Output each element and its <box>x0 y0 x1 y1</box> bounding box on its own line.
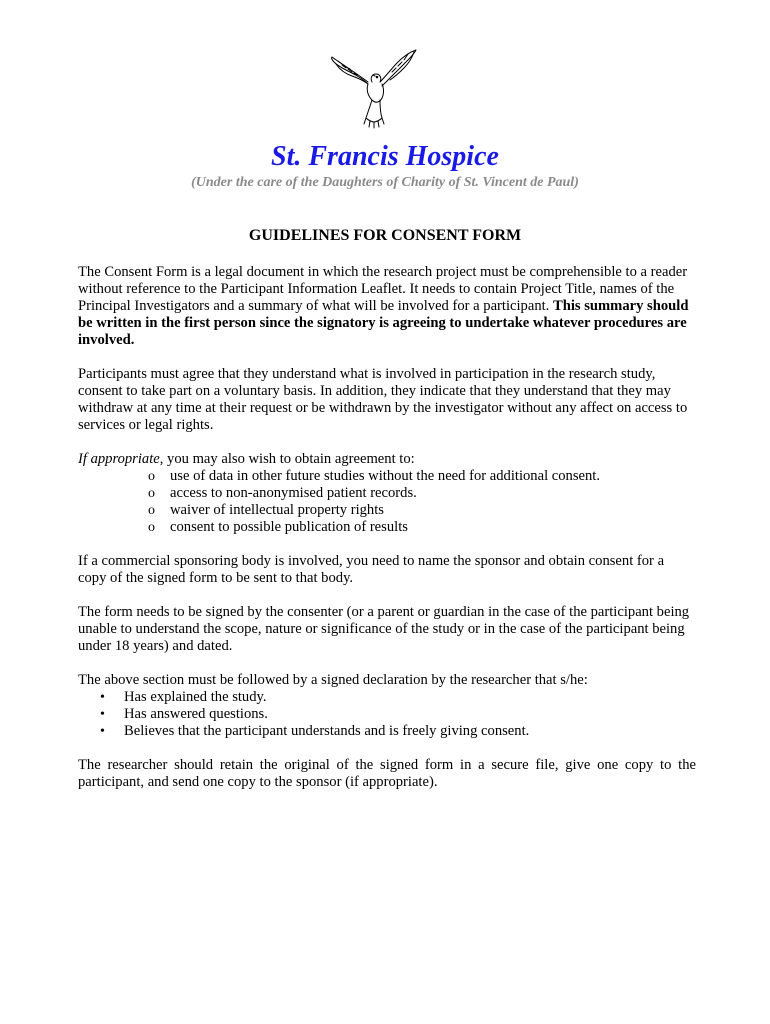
paragraph-sponsor: If a commercial sponsoring body is involved, you need to name the sponsor and obtain consent for a copy of the signed form to be sent to that body. <box>78 553 665 586</box>
dove-icon <box>328 48 420 132</box>
list-item <box>100 706 696 723</box>
list-marker: o <box>148 520 155 535</box>
list-item <box>148 485 696 502</box>
bullet-marker: • <box>100 724 105 739</box>
document-title: GUIDELINES FOR CONSENT FORM <box>248 227 522 244</box>
list-item-text: Believes that the participant understands and is freely giving consent. <box>124 723 530 739</box>
list-item-text: Has explained the study. <box>124 689 267 705</box>
list-item <box>148 519 696 536</box>
list-marker: o <box>148 486 155 501</box>
org-subtitle: (Under the care of the Daughters of Charity of St. Vincent de Paul) <box>191 175 579 190</box>
list-item <box>100 689 696 706</box>
bullet-marker: • <box>100 707 105 722</box>
list-item <box>148 502 696 519</box>
list-marker: o <box>148 469 155 484</box>
document-body <box>78 264 696 808</box>
list-item-text: access to non-anonymised patient records. <box>170 485 417 501</box>
paragraph-signing: The form needs to be signed by the consenter (or a parent or guardian in the case of the participant being unable to understand the scope, nature or significance of the study or in the case of the participant being under 18 years) and dated. <box>78 604 690 654</box>
optional-agreements-list <box>78 468 696 536</box>
list-item <box>100 723 696 740</box>
paragraph-agreement: Participants must agree that they understand what is involved in participation in the research study, consent to take part on a voluntary basis. In addition, they indicate that they understand that they may withdraw at any time at their request or be withdrawn by the investigator without any affect on access to services or legal rights. <box>78 366 688 433</box>
list-item-text: use of data in other future studies without the need for additional consent. <box>170 468 600 484</box>
paragraph-declaration-intro: The above section must be followed by a signed declaration by the researcher that s/he: <box>78 672 588 688</box>
paragraph-intro <box>78 264 696 349</box>
list-item-text: Has answered questions. <box>124 706 268 722</box>
list-item-text: waiver of intellectual property rights <box>170 502 384 518</box>
bullet-marker: • <box>100 690 105 705</box>
org-name: St. Francis Hospice <box>271 141 499 172</box>
list-marker: o <box>148 503 155 518</box>
list-item-text: consent to possible publication of results <box>170 519 408 535</box>
optional-intro-emphasis: If appropriate <box>78 451 160 467</box>
declaration-list <box>78 689 696 740</box>
intro-bold-note: This summary should be written in the first person since the signatory is agreeing to undertake whatever procedures are involved. <box>78 298 689 348</box>
intro-text: The Consent Form is a legal document in which the research project must be comprehensible to a reader without reference to the Participant Information Leaflet. It needs to contain Project Title, names of the Principal Investigators and a summary of what will be involved for a participant. <box>78 264 688 314</box>
list-item <box>148 468 696 485</box>
paragraph-optional-intro <box>78 451 696 468</box>
optional-intro-text: , you may also wish to obtain agreement to: <box>159 451 415 467</box>
paragraph-retention: The researcher should retain the original of the signed form in a secure file, give one copy to the participant, and send one copy to the sponsor (if appropriate). <box>78 757 696 790</box>
